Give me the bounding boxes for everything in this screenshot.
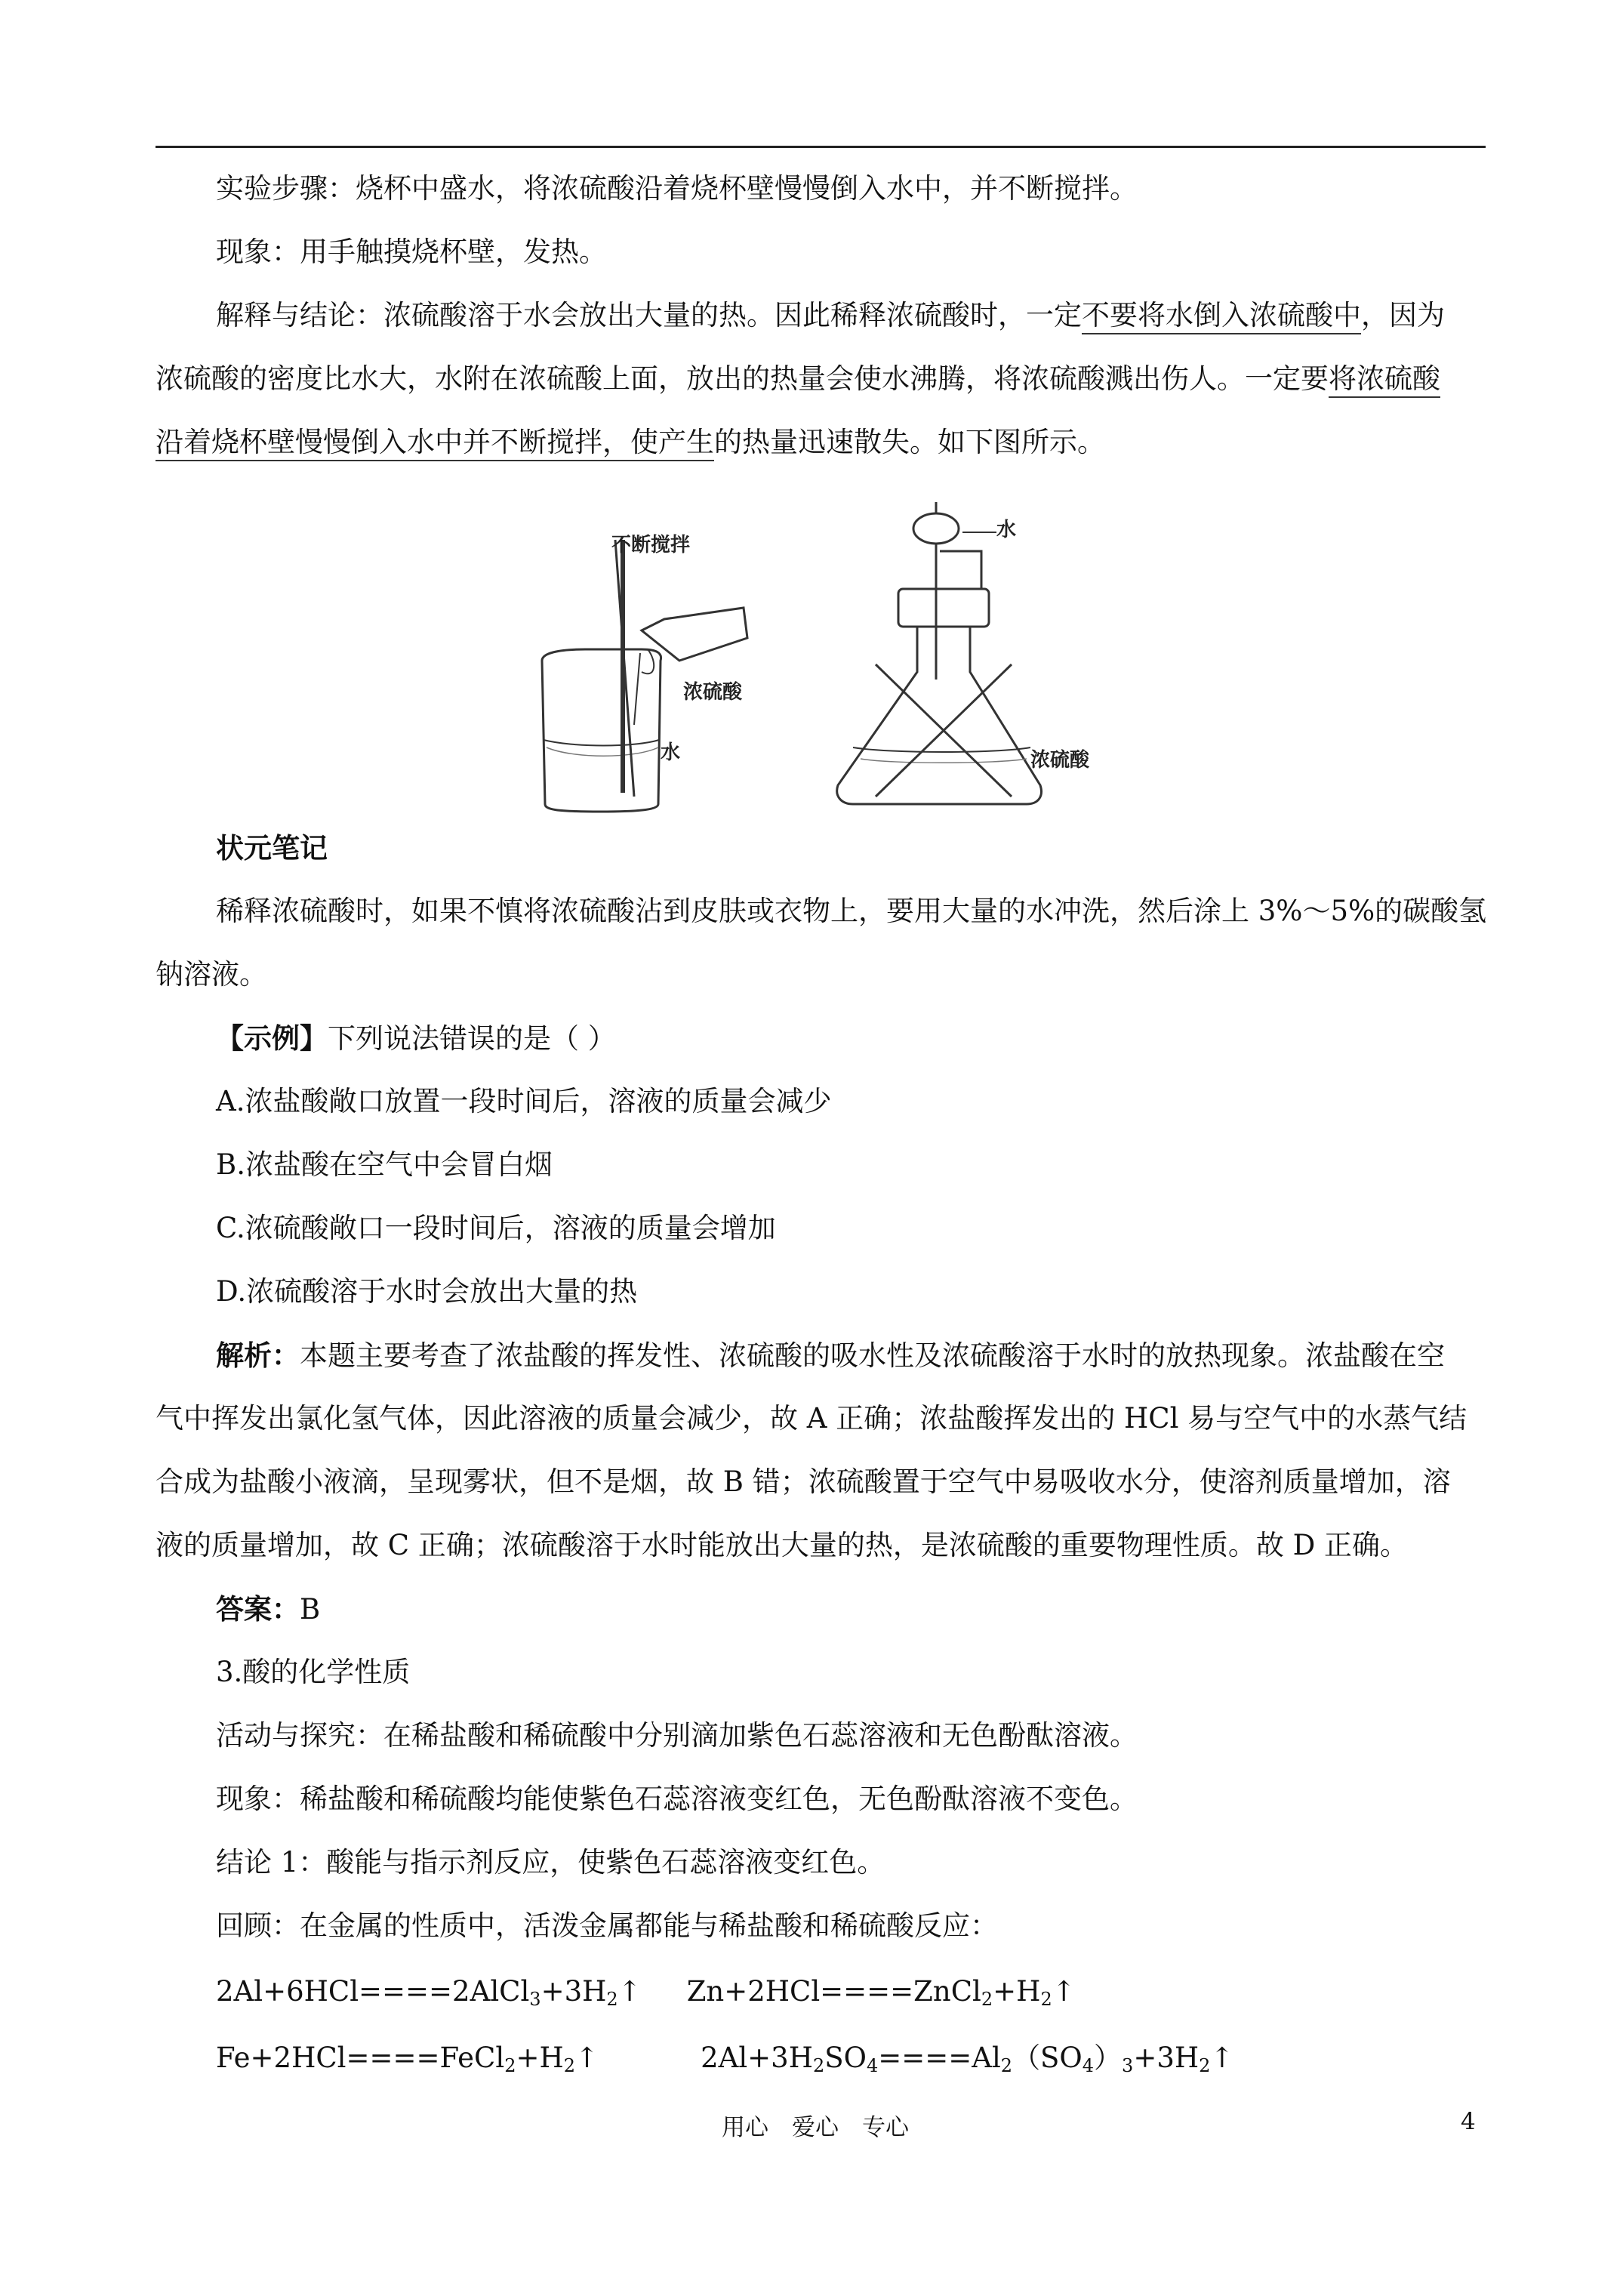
answer-value: B — [300, 1593, 321, 1626]
equation-aluminum-h2so4: $2Al+3H_2SO_4====Al_2(SO_4)_3+3H_2↑$ — [701, 2042, 1234, 2076]
analysis-line-3: 合成为盐酸小液滴，呈现雾状，但不是烟，故 B 错；浓硫酸置于空气中易吸收水分，使溶剂质量增加，溶 — [156, 1465, 1451, 1498]
footer-motto: 用心 爱心 专心 — [722, 2114, 909, 2141]
section-phenomenon: 现象：稀盐酸和稀硫酸均能使紫色石蕊溶液变红色，无色酚酞溶液不变色。 — [216, 1783, 1138, 1815]
label-conc-acid-right: 浓硫酸 — [1030, 749, 1090, 772]
note-line-2: 钠溶液。 — [156, 958, 267, 991]
dilution-figure — [528, 498, 1170, 815]
analysis-line-2: 气中挥发出氯化氢气体，因此溶液的质量会减少，故 A 正确；浓盐酸挥发出的 HCl 易与空气中的水蒸气结 — [156, 1402, 1467, 1435]
equation-line-2 — [216, 2037, 1486, 2087]
experiment-steps: 实验步骤：烧杯中盛水，将浓硫酸沿着烧杯壁慢慢倒入水中，并不断搅拌。 — [216, 172, 1138, 205]
explanation-text: 浓硫酸的密度比水大，水附在浓硫酸上面，放出的热量会使水沸腾，将浓硫酸溅出伤人。一定要 — [156, 362, 1329, 395]
review-text: 回顾：在金属的性质中，活泼金属都能与稀盐酸和稀硫酸反应： — [216, 1909, 998, 1942]
explanation-text: ，因为 — [1361, 299, 1445, 331]
label-water-left: 水 — [661, 741, 681, 764]
option-a: A.浓盐酸敞口放置一段时间后，溶液的质量会减少 — [216, 1085, 832, 1117]
underlined-instruction: 沿着烧杯壁慢慢倒入水中并不断搅拌，使产生 — [156, 426, 714, 461]
activity-text: 活动与探究：在稀盐酸和稀硫酸中分别滴加紫色石蕊溶液和无色酚酞溶液。 — [216, 1719, 1138, 1752]
analysis-line-4: 液的质量增加，故 C 正确；浓硫酸溶于水时能放出大量的热，是浓硫酸的重要物理性质。故 D 正确。 — [156, 1529, 1409, 1561]
example-tag: 【示例】 — [216, 1022, 328, 1055]
explanation-text: 的热量迅速散失。如下图所示。 — [714, 426, 1105, 458]
option-b: B.浓盐酸在空气中会冒白烟 — [216, 1148, 553, 1181]
equation-line-1 — [216, 1971, 1486, 2020]
equation-aluminum-hcl: $2Al+6HCl====2AlCl_3+3H_2↑$ — [216, 1975, 642, 2010]
example-question-text: 下列说法错误的是（ ） — [328, 1022, 616, 1055]
flask-diagram — [837, 502, 1042, 804]
conclusion-1: 结论 1：酸能与指示剂反应，使紫色石蕊溶液变红色。 — [216, 1846, 885, 1878]
page-number: 4 — [1461, 2108, 1476, 2135]
underlined-warning: 不要将水倒入浓硫酸中 — [1082, 299, 1361, 334]
label-stirring: 不断搅拌 — [611, 534, 691, 556]
option-c: C.浓硫酸敞口一段时间后，溶液的质量会增加 — [216, 1212, 776, 1244]
section-title: 3.酸的化学性质 — [216, 1656, 411, 1688]
analysis-label: 解析： — [216, 1339, 300, 1372]
explanation-text: 解释与结论：浓硫酸溶于水会放出大量的热。因此稀释浓硫酸时，一定 — [216, 299, 1082, 331]
analysis-line-1 — [216, 1334, 1486, 1377]
explanation-line-1 — [216, 294, 1486, 337]
beaker-diagram — [542, 540, 747, 812]
label-conc-acid-left: 浓硫酸 — [683, 681, 743, 704]
equation-zinc-hcl: $Zn+2HCl====ZnCl_2+H_2↑$ — [686, 1975, 1076, 2010]
option-d: D.浓硫酸溶于水时会放出大量的热 — [216, 1275, 638, 1308]
underlined-instruction: 将浓硫酸 — [1329, 362, 1440, 398]
label-water-right: 水 — [996, 519, 1017, 541]
answer-label: 答案： — [216, 1592, 300, 1626]
example-question — [216, 1017, 1486, 1060]
analysis-text: 本题主要考查了浓盐酸的挥发性、浓硫酸的吸水性及浓硫酸溶于水时的放热现象。浓盐酸在空 — [300, 1339, 1445, 1372]
answer-line — [216, 1588, 1486, 1631]
note-line-1: 稀释浓硫酸时，如果不慎将浓硫酸沾到皮肤或衣物上，要用大量的水冲洗，然后涂上 3%～5%的碳酸氢 — [216, 895, 1487, 927]
explanation-line-3 — [156, 421, 1486, 464]
phenomenon-text: 现象：用手触摸烧杯壁，发热。 — [216, 236, 607, 268]
note-title: 状元笔记 — [216, 831, 328, 864]
explanation-line-2 — [156, 358, 1486, 400]
equation-iron-hcl: $Fe+2HCl====FeCl_2+H_2↑$ — [216, 2042, 599, 2076]
header-rule — [156, 146, 1486, 148]
